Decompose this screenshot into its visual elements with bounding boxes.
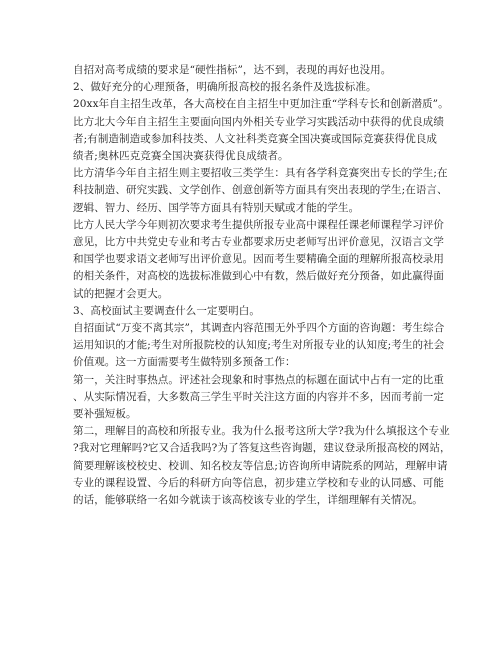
text-line: 的相关条件，对高校的选拔标准做到心中有数，然后做好充分预备，如此赢得面 bbox=[73, 270, 444, 283]
text-line: 自招面试“万变不离其宗”，其调查内容范围无外乎四个方面的咨询题：考生综合 bbox=[73, 322, 445, 335]
text-line: 比方清华今年自主招生则主要招收三类学生：具有各学科竞赛突出专长的学生;在 bbox=[73, 167, 448, 180]
text-line: 意见，比方中共党史专业和考古专业都要求历史老师写出评价意见，汉语言文学 bbox=[73, 236, 444, 249]
text-line: 2、做好充分的心理预备，明确所报高校的报名条件及选拔标准。 bbox=[73, 81, 377, 94]
text-line: 简要理解该校校史、校训、知名校友等信息;访咨询所申请院系的网站，理解申请 bbox=[73, 459, 448, 472]
text-line: 和国学也要求语文老师写出评价意见。因而考生要精确全面的理解所报高校录用 bbox=[73, 253, 444, 266]
text-line: 者;有制造制造或参加科技类、人文社科类竞赛全国决赛或国际竞赛获得优良成 bbox=[73, 132, 438, 145]
text-line: 比方北大今年自主招生主要面向国内外相关专业学习实践活动中获得的优良成绩 bbox=[73, 115, 444, 128]
text-line: 20xx年自主招生改革，各大高校在自主招生中更加注重“学科专长和创新潜质”。 bbox=[73, 98, 449, 111]
text-line: 运用知识的才能;考生对所报院校的认知度;考生对所报专业的认知度;考生的社会 bbox=[73, 339, 445, 352]
text-line: 、从实际情况看，大多数高三学生平时关注这方面的内容并不多，因而考前一定 bbox=[73, 390, 444, 403]
text-line: ?我对它理解吗?它又合适我吗?为了答复这些咨询题，建议登录所报高校的网站， bbox=[73, 442, 451, 455]
text-line: 3、高校面试主要调查什么一定要明白。 bbox=[73, 304, 260, 317]
text-line: 自招对高考成绩的要求是“硬性指标”，达不到，表现的再好也没用。 bbox=[73, 64, 392, 76]
text-line: 第二，理解目的高校和所报专业。我为什么报考这所大学?我为什么填报这个专业 bbox=[73, 425, 450, 438]
text-line: 绩者;奥林匹克竞赛全国决赛获得优良成绩者。 bbox=[73, 150, 289, 163]
text-line: 的话，能够联络一名如今就读于该高校该专业的学生，详细理解有关情况。 bbox=[73, 494, 423, 507]
text-line: 比方人民大学今年则初次要求考生提供所报专业高中课程任课老师课程学习评价 bbox=[73, 218, 444, 231]
text-line: 科技制造、研究实践、文学创作、创意创新等方面具有突出表现的学生;在语言、 bbox=[73, 184, 448, 197]
text-line: 专业的课程设置、今后的科研方向等信息，初步建立学校和专业的认同感、可能 bbox=[73, 476, 444, 489]
text-line: 要补强短板。 bbox=[73, 408, 137, 421]
document-body bbox=[73, 62, 451, 509]
text-line: 试的把握才会更大。 bbox=[73, 287, 169, 300]
text-line: 逻辑、智力、经历、国学等方面具有特别天赋或才能的学生。 bbox=[73, 201, 360, 214]
text-line: 第一，关注时事热点。评述社会现象和时事热点的标题在面试中占有一定的比重 bbox=[73, 373, 444, 386]
text-line: 价值观。这一方面需要考生做特别多预备工作： bbox=[73, 356, 296, 369]
